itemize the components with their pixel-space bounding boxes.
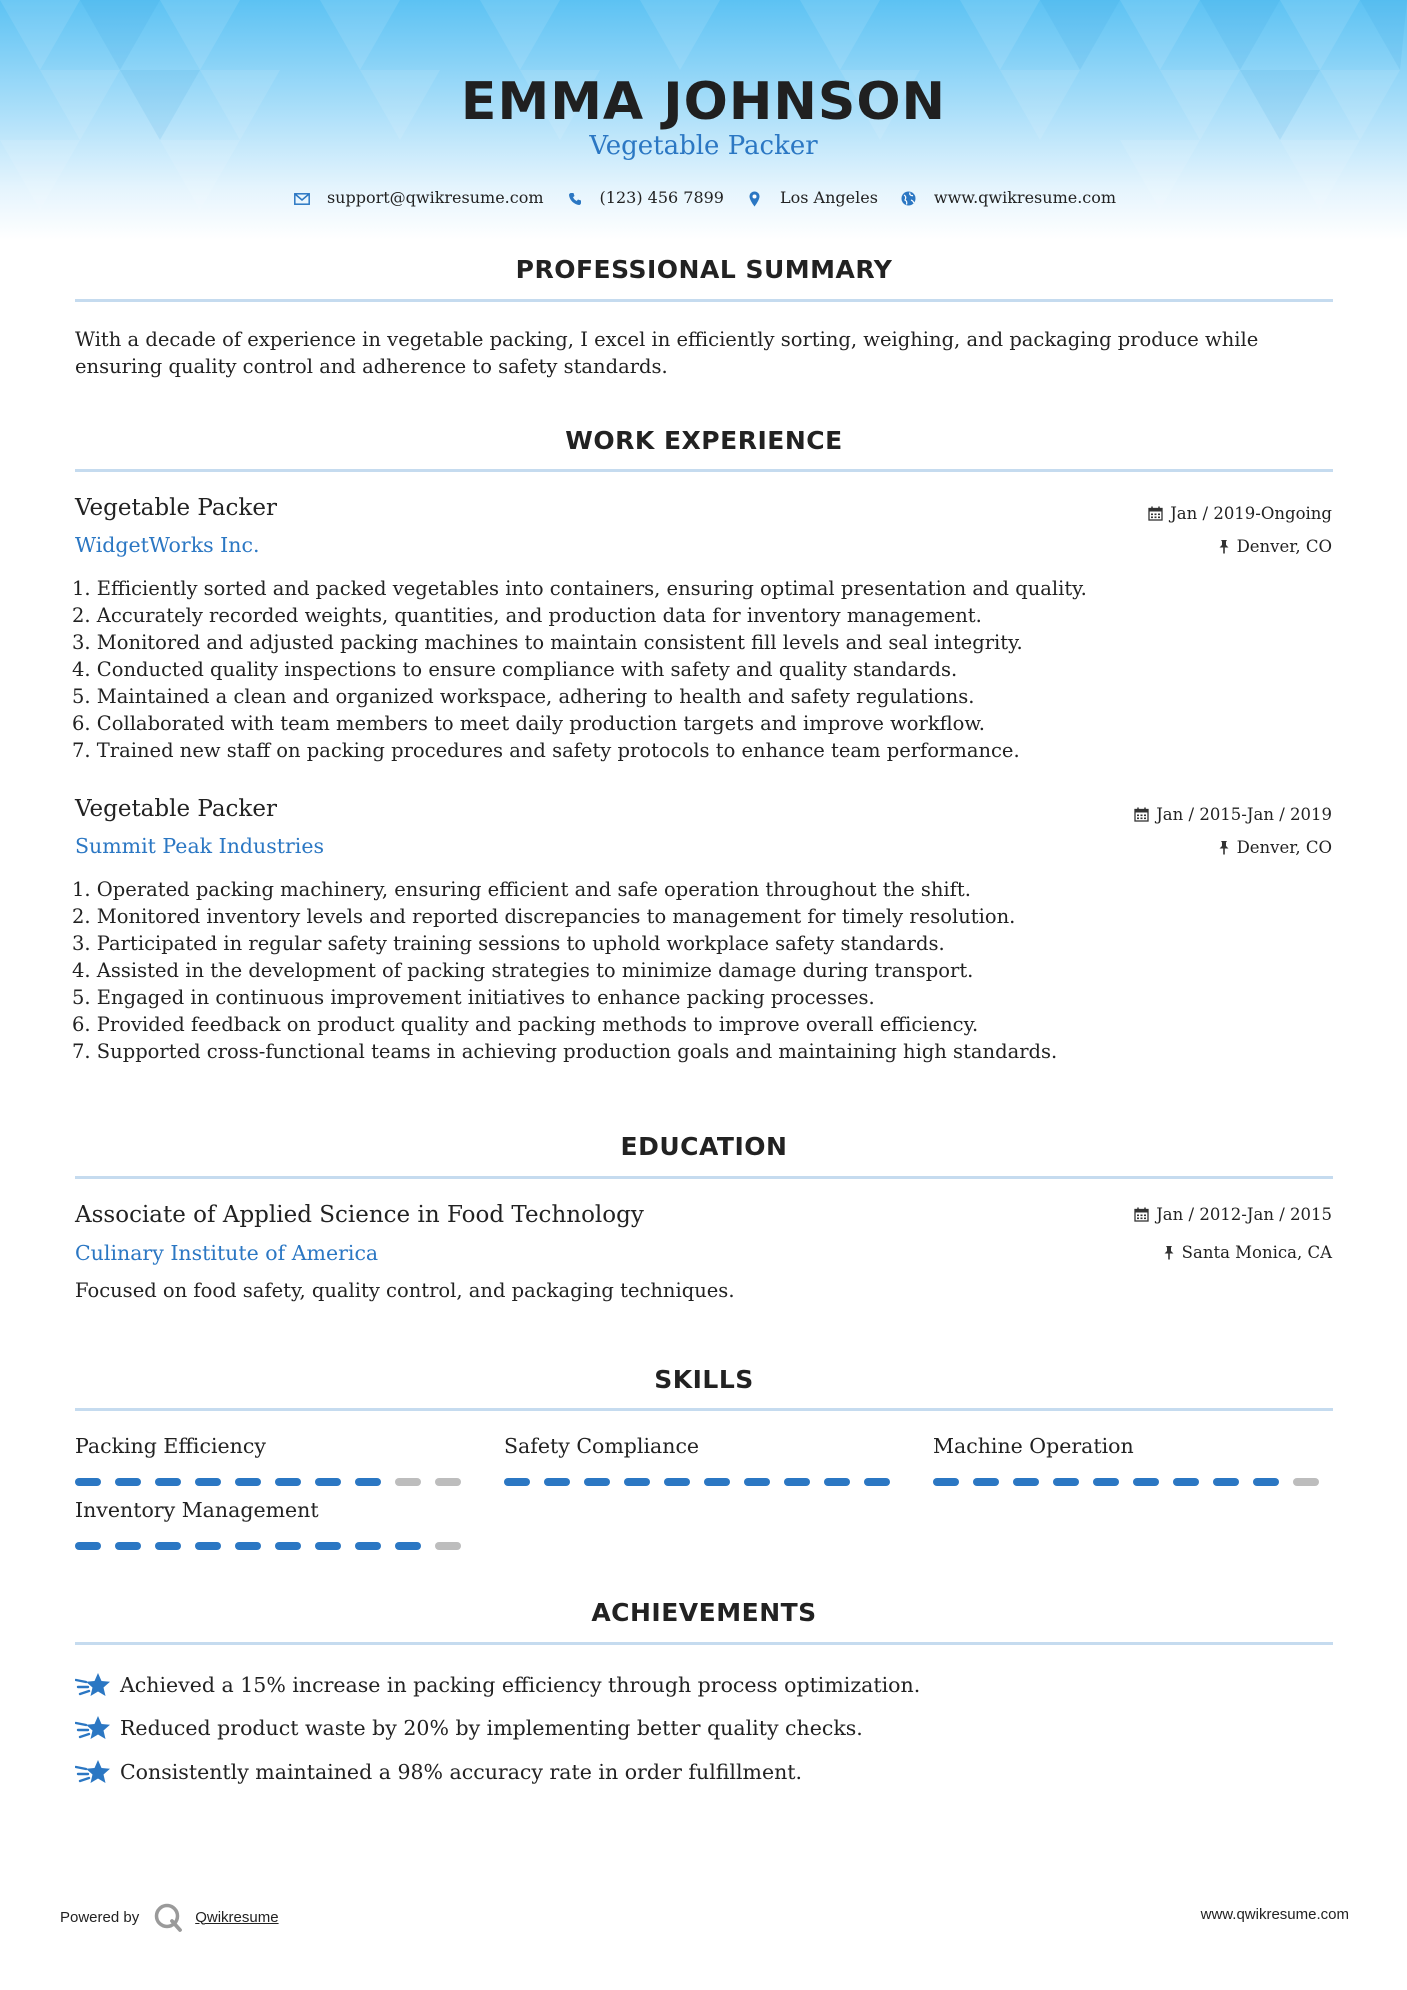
experience-divider <box>75 469 1333 472</box>
list-item: 3. Monitored and adjusted packing machines to maintain consistent fill levels and seal integrity. <box>72 631 1023 654</box>
skill-dash-filled <box>195 1478 221 1486</box>
skill-safety-compliance <box>504 1434 904 1486</box>
phone-icon <box>564 188 586 207</box>
shooting-star-icon <box>75 1671 111 1699</box>
achievement-text: Reduced product waste by 20% by implementing better quality checks. <box>120 1716 863 1740</box>
calendar-icon <box>1134 1207 1149 1222</box>
skill-dash-filled <box>355 1478 381 1486</box>
skill-dash-filled <box>195 1542 221 1550</box>
skill-dash-filled <box>744 1478 770 1486</box>
skill-dash-filled <box>115 1478 141 1486</box>
skill-packing-efficiency <box>75 1434 475 1486</box>
skill-dash-filled <box>235 1542 261 1550</box>
contact-website[interactable] <box>898 188 1116 207</box>
job-2-dates <box>1134 805 1332 824</box>
skill-dash-filled <box>155 1478 181 1486</box>
skill-rating <box>933 1478 1333 1486</box>
contact-location-text: Los Angeles <box>779 188 878 207</box>
qwikresume-link[interactable]: Qwikresume <box>195 1908 279 1926</box>
education-location-text: Santa Monica, CA <box>1181 1243 1332 1262</box>
skill-label: Packing Efficiency <box>75 1434 266 1458</box>
job-2-title: Vegetable Packer <box>75 796 277 822</box>
contact-email-text: support@qwikresume.com <box>326 188 544 207</box>
list-item: 1. Efficiently sorted and packed vegetables into containers, ensuring optimal presentation and quality. <box>72 577 1087 600</box>
experience-heading: WORK EXPERIENCE <box>565 426 843 455</box>
skill-dash-filled <box>315 1542 341 1550</box>
skill-dash-filled <box>75 1478 101 1486</box>
skill-dash-filled <box>864 1478 890 1486</box>
skill-dash-empty <box>435 1478 461 1486</box>
candidate-name: EMMA JOHNSON <box>460 72 947 132</box>
list-item: 4. Conducted quality inspections to ensure compliance with safety and quality standards. <box>72 658 958 681</box>
contact-phone-text: (123) 456 7899 <box>599 188 724 207</box>
job-1-dates-text: Jan / 2019-Ongoing <box>1170 504 1332 523</box>
job-1-responsibilities <box>72 575 1272 764</box>
education-degree: Associate of Applied Science in Food Technology <box>75 1202 644 1228</box>
job-2-responsibilities <box>72 876 1272 1065</box>
skill-dash-filled <box>1213 1478 1239 1486</box>
job-2-dates-text: Jan / 2015-Jan / 2019 <box>1156 805 1332 824</box>
job-1-location-text: Denver, CO <box>1236 537 1332 556</box>
summary-heading: PROFESSIONAL SUMMARY <box>515 255 893 284</box>
list-item: 7. Supported cross-functional teams in achieving production goals and maintaining high standards. <box>72 1040 1058 1063</box>
skill-label: Machine Operation <box>933 1434 1134 1458</box>
summary-divider <box>75 299 1333 302</box>
job-1-location <box>1218 537 1332 556</box>
footer-website[interactable]: www.qwikresume.com <box>1200 1906 1349 1923</box>
skill-dash-filled <box>784 1478 810 1486</box>
achievement-text: Achieved a 15% increase in packing efficiency through process optimization. <box>120 1673 921 1697</box>
calendar-icon <box>1134 807 1149 822</box>
skill-dash-filled <box>1053 1478 1079 1486</box>
skill-dash-filled <box>933 1478 959 1486</box>
list-item: 2. Accurately recorded weights, quantities, and production data for inventory management. <box>72 604 982 627</box>
job-1-dates <box>1148 504 1332 523</box>
skill-dash-filled <box>355 1542 381 1550</box>
skill-rating <box>75 1478 475 1486</box>
list-item: 3. Participated in regular safety training sessions to uphold workplace safety standards. <box>72 932 945 955</box>
achievement-item <box>75 1758 802 1786</box>
list-item: 6. Collaborated with team members to meet daily production targets and improve workflow. <box>72 712 985 735</box>
list-item: 6. Provided feedback on product quality and packing methods to improve overall efficiency. <box>72 1013 979 1036</box>
skill-dash-empty <box>435 1542 461 1550</box>
envelope-icon <box>291 188 313 207</box>
education-school: Culinary Institute of America <box>75 1241 379 1265</box>
skill-dash-filled <box>1253 1478 1279 1486</box>
skill-dash-filled <box>235 1478 261 1486</box>
map-pin-icon <box>744 188 766 207</box>
skill-rating <box>504 1478 904 1486</box>
skill-dash-filled <box>1013 1478 1039 1486</box>
pushpin-icon <box>1163 1245 1175 1260</box>
skill-dash-filled <box>1093 1478 1119 1486</box>
education-dates <box>1134 1205 1332 1224</box>
achievements-heading: ACHIEVEMENTS <box>591 1598 817 1627</box>
skill-dash-filled <box>624 1478 650 1486</box>
job-1-title: Vegetable Packer <box>75 495 277 521</box>
skill-dash-filled <box>584 1478 610 1486</box>
list-item: 4. Assisted in the development of packing strategies to minimize damage during transport. <box>72 959 974 982</box>
contact-website-text: www.qwikresume.com <box>933 188 1117 207</box>
footer-powered-by <box>60 1902 279 1932</box>
qwikresume-logo-icon <box>153 1902 183 1932</box>
achievement-item <box>75 1671 920 1699</box>
skill-dash-filled <box>275 1542 301 1550</box>
skill-machine-operation <box>933 1434 1333 1486</box>
skill-dash-filled <box>395 1542 421 1550</box>
contact-bar <box>0 188 1407 207</box>
education-divider <box>75 1176 1333 1179</box>
skill-dash-filled <box>824 1478 850 1486</box>
summary-text: With a decade of experience in vegetable packing, I excel in efficiently sorting, weighing, and packaging produce while ensuring quality control and adherence to safety standards. <box>75 328 1259 378</box>
powered-by-label: Powered by <box>60 1908 140 1926</box>
skill-dash-filled <box>1173 1478 1199 1486</box>
skill-dash-filled <box>275 1478 301 1486</box>
skill-dash-empty <box>395 1478 421 1486</box>
list-item: 1. Operated packing machinery, ensuring efficient and safe operation throughout the shift. <box>72 878 971 901</box>
candidate-title: Vegetable Packer <box>589 131 818 161</box>
skills-heading: SKILLS <box>654 1365 754 1394</box>
skill-inventory-management <box>75 1498 475 1550</box>
list-item: 5. Maintained a clean and organized workspace, adhering to health and safety regulations. <box>72 685 975 708</box>
achievements-divider <box>75 1642 1333 1645</box>
job-2-company: Summit Peak Industries <box>75 834 324 858</box>
skill-dash-filled <box>704 1478 730 1486</box>
list-item: 7. Trained new staff on packing procedures and safety protocols to enhance team performance. <box>72 739 1020 762</box>
shooting-star-icon <box>75 1758 111 1786</box>
list-item: 5. Engaged in continuous improvement initiatives to enhance packing processes. <box>72 986 875 1009</box>
skill-dash-filled <box>1133 1478 1159 1486</box>
skill-dash-filled <box>973 1478 999 1486</box>
contact-phone[interactable] <box>564 188 724 207</box>
education-location <box>1163 1243 1332 1262</box>
job-1-company: WidgetWorks Inc. <box>75 533 260 557</box>
skill-rating <box>75 1542 475 1550</box>
shooting-star-icon <box>75 1714 111 1742</box>
education-dates-text: Jan / 2012-Jan / 2015 <box>1156 1205 1332 1224</box>
globe-icon <box>898 188 920 207</box>
skill-label: Safety Compliance <box>504 1434 700 1458</box>
skills-divider <box>75 1408 1333 1411</box>
skill-dash-filled <box>664 1478 690 1486</box>
skill-dash-filled <box>155 1542 181 1550</box>
skill-dash-filled <box>115 1542 141 1550</box>
pushpin-icon <box>1218 539 1230 554</box>
skill-dash-filled <box>504 1478 530 1486</box>
calendar-icon <box>1148 506 1163 521</box>
skill-dash-empty <box>1293 1478 1319 1486</box>
achievement-text: Consistently maintained a 98% accuracy rate in order fulfillment. <box>120 1760 803 1784</box>
job-2-location-text: Denver, CO <box>1236 838 1332 857</box>
education-heading: EDUCATION <box>620 1132 788 1161</box>
skill-dash-filled <box>544 1478 570 1486</box>
skill-dash-filled <box>315 1478 341 1486</box>
education-description: Focused on food safety, quality control, and packaging techniques. <box>75 1279 735 1302</box>
pushpin-icon <box>1218 840 1230 855</box>
contact-email[interactable] <box>291 188 544 207</box>
job-2-location <box>1218 838 1332 857</box>
skill-label: Inventory Management <box>75 1498 319 1522</box>
list-item: 2. Monitored inventory levels and reported discrepancies to management for timely resolution. <box>72 905 1016 928</box>
skill-dash-filled <box>75 1542 101 1550</box>
achievement-item <box>75 1714 863 1742</box>
contact-location <box>744 188 878 207</box>
